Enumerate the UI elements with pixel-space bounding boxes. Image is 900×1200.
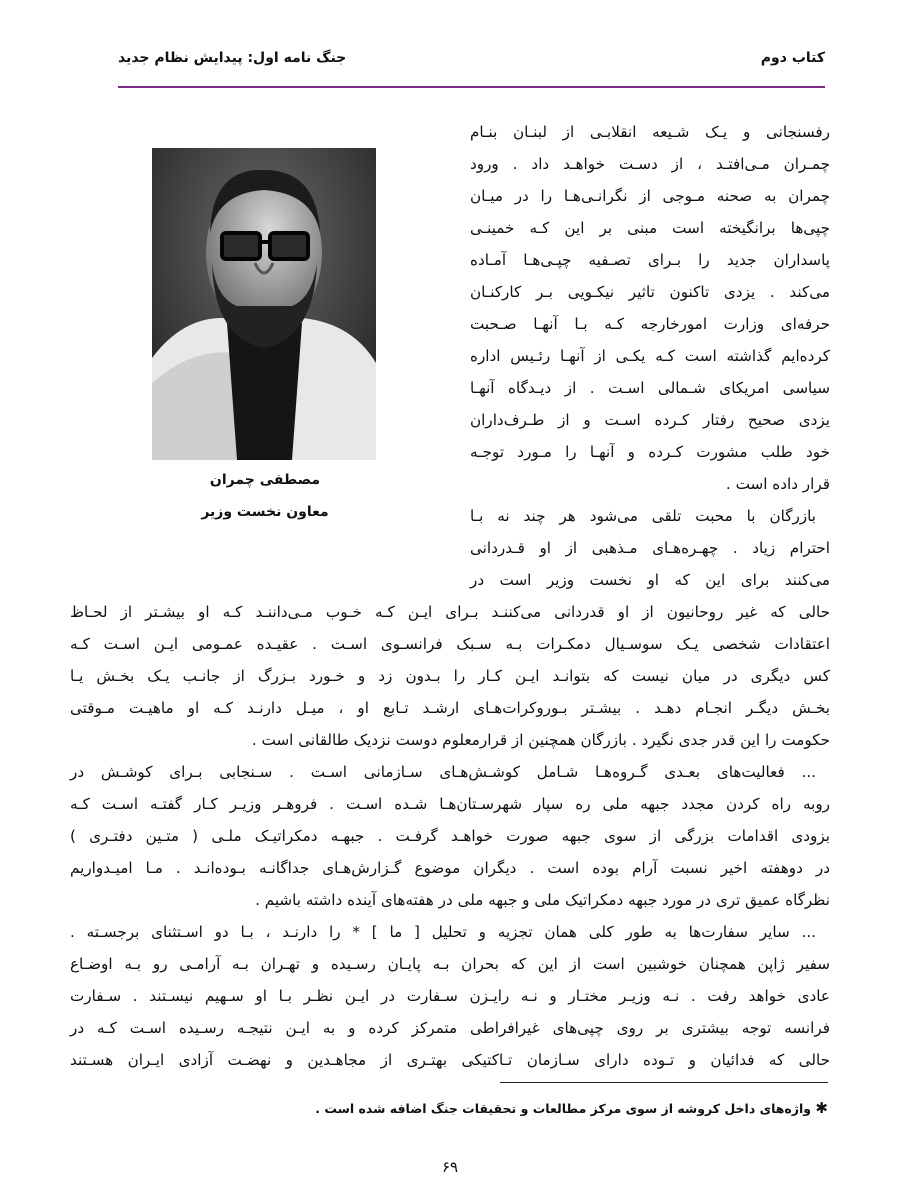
body-line: ... سایر سفارت‌ها به طور کلی همان تجزیه و تحلیل [ ما ] * را دارنـد ، بـا دو اسـتثنای برجسـته . bbox=[70, 923, 816, 941]
body-line: اعتقادات شخصی یـک سوسـیال دمکـرات بـه سـبک فرانسـوی اسـت . عقیـده عمـومی ایـن اسـت کـه bbox=[70, 635, 830, 653]
body-line: روبه راه کردن مجدد جبهه ملی ره سپار شهرسـتان‌هـا شـده اسـت . فروهـر وزیـر کـار گفتـه اسـت کـه bbox=[70, 795, 830, 813]
body-line: سیاسی امریکای شـمالی اسـت . از دیـدگاه آنهـا bbox=[470, 379, 830, 397]
page-header bbox=[118, 44, 825, 88]
body-line: چمـران مـی‌افتـد ، از دسـت خواهـد داد . ورود bbox=[470, 155, 830, 173]
body-line: پاسداران جدید را بـرای تصـفیه چپـی‌هـا آمـاده bbox=[470, 251, 830, 269]
photo-caption-name: مصطفی چمران bbox=[209, 472, 321, 488]
body-line: حکومت را این قدر جدی نگیرد . بازرگان همچنین از قرارمعلوم دوست نزدیک طالقانی است . bbox=[251, 731, 830, 749]
footnote bbox=[315, 1099, 828, 1117]
photo-caption-title: معاون نخست وزیر bbox=[201, 504, 329, 520]
footnote-text: واژه‌های داخل کروشه از سوی مرکز مطالعات و تحقیقات جنگ اضافه شده است . bbox=[315, 1101, 812, 1116]
body-line: حالی که غیر روحانیون از او قدردانی می‌کننـد بـرای ایـن کـه خـوب مـی‌داننـد کـه او بیشـتر از لحـاظ bbox=[70, 603, 830, 621]
body-line: احترام زیاد . چهـره‌هـای مـذهبی از او قـدردانی bbox=[470, 539, 830, 557]
body-line: کرده‌ایم گذاشته است کـه یکـی از آنهـا رئـیس اداره bbox=[470, 347, 830, 365]
body-line: بزودی اقدامات بزرگی از سوی جبهه صورت خواهـد گرفـت . جبهـه دمکراتیـک ملـی ( متـین دفتـری ) bbox=[70, 827, 830, 845]
body-line: خود طلب مشورت کـرده و آنهـا را مـورد توجـه bbox=[470, 443, 830, 461]
body-line: می‌کند . یزدی تاکنون تاثیر نیکـویی بـر کارکنـان bbox=[470, 283, 830, 301]
body-line: در دوهفته اخیر نسبت آرام بوده است . دیگران موضوع گـزارش‌هـای جداگانـه بـوده‌انـد . مـا امیـدواریم bbox=[70, 859, 830, 877]
book-label: کتاب دوم bbox=[760, 50, 825, 66]
body-line: فرانسه توجه بیشتری بر روی چپی‌های غیرافراطی متمرکز کرده و به ایـن نتیجـه رسـیده اسـت کـه در bbox=[70, 1019, 830, 1037]
page-number: ۶۹ bbox=[441, 1158, 459, 1176]
portrait-photo bbox=[152, 148, 376, 460]
body-line: می‌کنند برای این که او نخست وزیر است در bbox=[470, 571, 830, 589]
body-line: نظرگاه عمیق تری در مورد جبهه دمکراتیک ملی و جبهه ملی در هفته‌های آینده داشته باشیم . bbox=[255, 891, 830, 909]
body-line: قرار داده است . bbox=[725, 475, 830, 493]
section-title: جنگ نامه اول: پیدایش نظام جدید bbox=[118, 50, 347, 66]
body-line: چپی‌ها برانگیخته است مبنی بر این کـه خمینـی bbox=[470, 219, 830, 237]
body-line: یزدی صحیح رفتار کـرده اسـت و از طـرف‌داران bbox=[470, 411, 830, 429]
body-line: سفیر ژاپن همچنان خوشبین است از این که بحران بـه پایـان رسـیده و تهـران بـه آرامـی رو بـه اوضـاع bbox=[70, 955, 830, 973]
body-line: بازرگان با محبت تلقی می‌شود هر چند نه بـا bbox=[470, 507, 816, 525]
body-line: رفسنجانی و یـک شـیعه انقلابـی از لبنـان بنـام bbox=[470, 123, 830, 141]
body-line: عادی خواهد رفت . نـه وزیـر مختـار و نـه رایـزن سـفارت در ایـن نظـر بـا او سـهیم نیسـتند . سـفارت bbox=[70, 987, 830, 1005]
asterisk-icon: ✱ bbox=[815, 1099, 828, 1117]
body-line: چمران به صحنه مـوجی از نگرانـی‌هـا را در میـان bbox=[470, 187, 830, 205]
footnote-divider bbox=[500, 1082, 828, 1083]
body-line: حرفه‌ای وزارت امورخارجه کـه بـا آنهـا صـحبت bbox=[470, 315, 830, 333]
body-line: بخـش دیگـر انجـام دهـد . بیشـتر بـوروکرات‌هـای ارشـد تـابع او ، میـل دارنـد کـه او ماهیـت مـوقتی bbox=[70, 699, 830, 717]
body-line: ... فعالیت‌های بعـدی گـروه‌هـا شـامل کوشـش‌هـای سـازمانی اسـت . سـنجابی بـرای کوشـش در bbox=[70, 763, 816, 781]
body-line: حالی که فدائیان و تـوده دارای سـازمان تـاکتیکی بهتـری از مجاهـدین و نهضـت آزادی ایـران هسـتند bbox=[70, 1051, 830, 1069]
body-line: کس دیگری در میان نیست که بتوانـد ایـن کـار را بـدون زد و خـورد بـزرگ از جانـب یـک بخـش یـا bbox=[70, 667, 830, 685]
